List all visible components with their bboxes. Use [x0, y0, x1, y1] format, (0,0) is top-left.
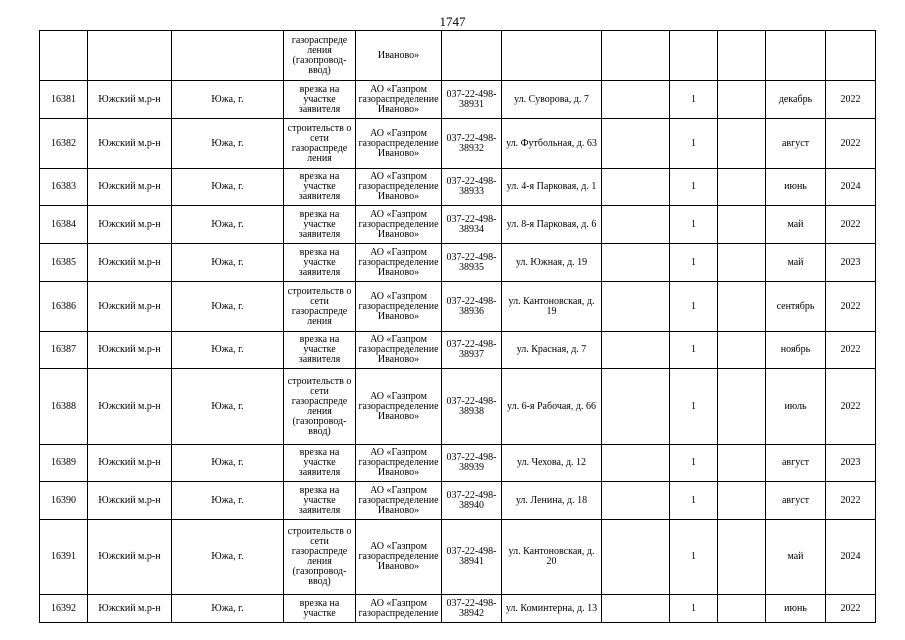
- table-row-continuation: [40, 31, 876, 81]
- cell-year: 2023: [826, 244, 876, 282]
- cell-work-type: врезка на участке заявителя: [284, 445, 356, 482]
- cell-city: Южа, г.: [172, 595, 284, 623]
- cell-row-number: 16384: [40, 206, 88, 244]
- cell-row-number: 16390: [40, 482, 88, 520]
- cell-code: 037-22-498-38933: [442, 169, 502, 206]
- cell-district: Южский м.р-н: [88, 520, 172, 595]
- cell-empty: [602, 169, 670, 206]
- cell-month: декабрь: [766, 81, 826, 119]
- cell-empty: [40, 31, 88, 81]
- cell-row-number: 16388: [40, 369, 88, 445]
- cell-quantity: 1: [670, 81, 718, 119]
- cell-month: июнь: [766, 169, 826, 206]
- cell-month: май: [766, 520, 826, 595]
- cell-year: 2022: [826, 482, 876, 520]
- cell-work-type: строительств о сети газораспреде ления: [284, 282, 356, 332]
- cell-empty: [718, 282, 766, 332]
- cell-district: Южский м.р-н: [88, 81, 172, 119]
- cell-work-type: врезка на участке заявителя: [284, 206, 356, 244]
- cell-empty: [718, 81, 766, 119]
- cell-district: Южский м.р-н: [88, 119, 172, 169]
- cell-district: Южский м.р-н: [88, 169, 172, 206]
- cell-work-type: врезка на участке: [284, 595, 356, 623]
- table-row: [40, 244, 876, 282]
- cell-month: май: [766, 244, 826, 282]
- cell-empty: [602, 119, 670, 169]
- cell-empty: [602, 520, 670, 595]
- cell-address: ул. 4-я Парковая, д. 1: [502, 169, 602, 206]
- cell-code: 037-22-498-38938: [442, 369, 502, 445]
- cell-organization: АО «Газпром газораспределение Иваново»: [356, 244, 442, 282]
- cell-quantity: 1: [670, 520, 718, 595]
- cell-empty: [718, 206, 766, 244]
- cell-empty: [602, 206, 670, 244]
- cell-empty: [718, 482, 766, 520]
- cell-organization: АО «Газпром газораспределение Иваново»: [356, 282, 442, 332]
- cell-district: Южский м.р-н: [88, 369, 172, 445]
- cell-empty: [442, 31, 502, 81]
- cell-address: ул. 8-я Парковая, д. 6: [502, 206, 602, 244]
- cell-month: август: [766, 482, 826, 520]
- cell-city: Южа, г.: [172, 369, 284, 445]
- cell-month: август: [766, 445, 826, 482]
- cell-empty: [602, 332, 670, 369]
- cell-year: 2024: [826, 520, 876, 595]
- cell-empty: [670, 31, 718, 81]
- cell-quantity: 1: [670, 369, 718, 445]
- table-row: [40, 332, 876, 369]
- cell-work-type: газораспреде ления (газопровод-ввод): [284, 31, 356, 81]
- table-row: [40, 482, 876, 520]
- cell-work-type: врезка на участке заявителя: [284, 81, 356, 119]
- cell-address: ул. 6-я Рабочая, д. 66: [502, 369, 602, 445]
- cell-month: ноябрь: [766, 332, 826, 369]
- table-row: [40, 81, 876, 119]
- cell-address: ул. Кантоновская, д. 19: [502, 282, 602, 332]
- cell-empty: [602, 244, 670, 282]
- cell-code: 037-22-498-38939: [442, 445, 502, 482]
- cell-organization: АО «Газпром газораспределение Иваново»: [356, 169, 442, 206]
- cell-code: 037-22-498-38935: [442, 244, 502, 282]
- cell-row-number: 16391: [40, 520, 88, 595]
- table-row: [40, 119, 876, 169]
- cell-month: сентябрь: [766, 282, 826, 332]
- cell-code: 037-22-498-38931: [442, 81, 502, 119]
- cell-city: Южа, г.: [172, 81, 284, 119]
- cell-district: Южский м.р-н: [88, 482, 172, 520]
- cell-organization: АО «Газпром газораспределение Иваново»: [356, 119, 442, 169]
- cell-work-type: строительств о сети газораспреде ления (газопровод-ввод): [284, 369, 356, 445]
- cell-quantity: 1: [670, 445, 718, 482]
- cell-district: Южский м.р-н: [88, 595, 172, 623]
- page-number: 1747: [439, 14, 466, 29]
- cell-empty: [718, 31, 766, 81]
- table-row: [40, 445, 876, 482]
- registry-table: [39, 30, 876, 623]
- cell-code: 037-22-498-38936: [442, 282, 502, 332]
- cell-city: Южа, г.: [172, 520, 284, 595]
- cell-empty: [718, 119, 766, 169]
- cell-row-number: 16387: [40, 332, 88, 369]
- cell-address: ул. Чехова, д. 12: [502, 445, 602, 482]
- cell-code: 037-22-498-38932: [442, 119, 502, 169]
- cell-empty: [602, 482, 670, 520]
- cell-city: Южа, г.: [172, 445, 284, 482]
- cell-district: Южский м.р-н: [88, 244, 172, 282]
- cell-year: 2022: [826, 369, 876, 445]
- cell-district: Южский м.р-н: [88, 445, 172, 482]
- cell-empty: [826, 31, 876, 81]
- cell-code: 037-22-498-38934: [442, 206, 502, 244]
- cell-work-type: врезка на участке заявителя: [284, 169, 356, 206]
- cell-empty: [602, 595, 670, 623]
- cell-empty: [718, 369, 766, 445]
- cell-empty: [172, 31, 284, 81]
- cell-row-number: 16383: [40, 169, 88, 206]
- cell-work-type: врезка на участке заявителя: [284, 482, 356, 520]
- cell-year: 2022: [826, 282, 876, 332]
- table-row: [40, 282, 876, 332]
- cell-year: 2022: [826, 332, 876, 369]
- table-row: [40, 595, 876, 623]
- cell-city: Южа, г.: [172, 206, 284, 244]
- cell-organization: АО «Газпром газораспределение Иваново»: [356, 520, 442, 595]
- cell-row-number: 16386: [40, 282, 88, 332]
- cell-work-type: врезка на участке заявителя: [284, 332, 356, 369]
- cell-district: Южский м.р-н: [88, 332, 172, 369]
- cell-row-number: 16382: [40, 119, 88, 169]
- cell-quantity: 1: [670, 206, 718, 244]
- cell-organization: АО «Газпром газораспределение Иваново»: [356, 81, 442, 119]
- cell-organization: Иваново»: [356, 31, 442, 81]
- cell-district: Южский м.р-н: [88, 206, 172, 244]
- cell-quantity: 1: [670, 119, 718, 169]
- cell-quantity: 1: [670, 282, 718, 332]
- cell-city: Южа, г.: [172, 119, 284, 169]
- cell-organization: АО «Газпром газораспределение: [356, 595, 442, 623]
- cell-work-type: строительств о сети газораспреде ления (газопровод-ввод): [284, 520, 356, 595]
- cell-month: август: [766, 119, 826, 169]
- cell-empty: [502, 31, 602, 81]
- cell-empty: [718, 169, 766, 206]
- cell-month: май: [766, 206, 826, 244]
- cell-city: Южа, г.: [172, 244, 284, 282]
- cell-organization: АО «Газпром газораспределение Иваново»: [356, 206, 442, 244]
- cell-empty: [602, 81, 670, 119]
- cell-address: ул. Суворова, д. 7: [502, 81, 602, 119]
- cell-organization: АО «Газпром газораспределение Иваново»: [356, 482, 442, 520]
- cell-empty: [602, 282, 670, 332]
- cell-year: 2022: [826, 595, 876, 623]
- cell-address: ул. Красная, д. 7: [502, 332, 602, 369]
- cell-work-type: врезка на участке заявителя: [284, 244, 356, 282]
- cell-address: ул. Коминтерна, д. 13: [502, 595, 602, 623]
- cell-empty: [88, 31, 172, 81]
- cell-empty: [718, 332, 766, 369]
- cell-work-type: строительств о сети газораспреде ления: [284, 119, 356, 169]
- cell-year: 2022: [826, 206, 876, 244]
- cell-year: 2024: [826, 169, 876, 206]
- cell-address: ул. Футбольная, д. 63: [502, 119, 602, 169]
- cell-empty: [602, 31, 670, 81]
- cell-year: 2022: [826, 81, 876, 119]
- cell-code: 037-22-498-38941: [442, 520, 502, 595]
- cell-organization: АО «Газпром газораспределение Иваново»: [356, 332, 442, 369]
- cell-empty: [718, 520, 766, 595]
- cell-month: июнь: [766, 595, 826, 623]
- cell-empty: [766, 31, 826, 81]
- table-row: [40, 169, 876, 206]
- cell-quantity: 1: [670, 332, 718, 369]
- cell-code: 037-22-498-38942: [442, 595, 502, 623]
- table-row: [40, 206, 876, 244]
- cell-empty: [718, 244, 766, 282]
- cell-address: ул. Кантоновская, д. 20: [502, 520, 602, 595]
- cell-city: Южа, г.: [172, 482, 284, 520]
- cell-year: 2023: [826, 445, 876, 482]
- cell-code: 037-22-498-38940: [442, 482, 502, 520]
- cell-empty: [718, 595, 766, 623]
- cell-district: Южский м.р-н: [88, 282, 172, 332]
- cell-row-number: 16389: [40, 445, 88, 482]
- cell-quantity: 1: [670, 482, 718, 520]
- cell-empty: [602, 445, 670, 482]
- cell-year: 2022: [826, 119, 876, 169]
- cell-empty: [602, 369, 670, 445]
- table-row: [40, 369, 876, 445]
- cell-quantity: 1: [670, 244, 718, 282]
- cell-city: Южа, г.: [172, 169, 284, 206]
- table-row: [40, 520, 876, 595]
- cell-organization: АО «Газпром газораспределение Иваново»: [356, 369, 442, 445]
- cell-row-number: 16392: [40, 595, 88, 623]
- cell-address: ул. Ленина, д. 18: [502, 482, 602, 520]
- cell-row-number: 16381: [40, 81, 88, 119]
- cell-city: Южа, г.: [172, 332, 284, 369]
- cell-city: Южа, г.: [172, 282, 284, 332]
- cell-month: июль: [766, 369, 826, 445]
- cell-empty: [718, 445, 766, 482]
- cell-row-number: 16385: [40, 244, 88, 282]
- cell-code: 037-22-498-38937: [442, 332, 502, 369]
- cell-organization: АО «Газпром газораспределение Иваново»: [356, 445, 442, 482]
- cell-quantity: 1: [670, 595, 718, 623]
- cell-address: ул. Южная, д. 19: [502, 244, 602, 282]
- cell-quantity: 1: [670, 169, 718, 206]
